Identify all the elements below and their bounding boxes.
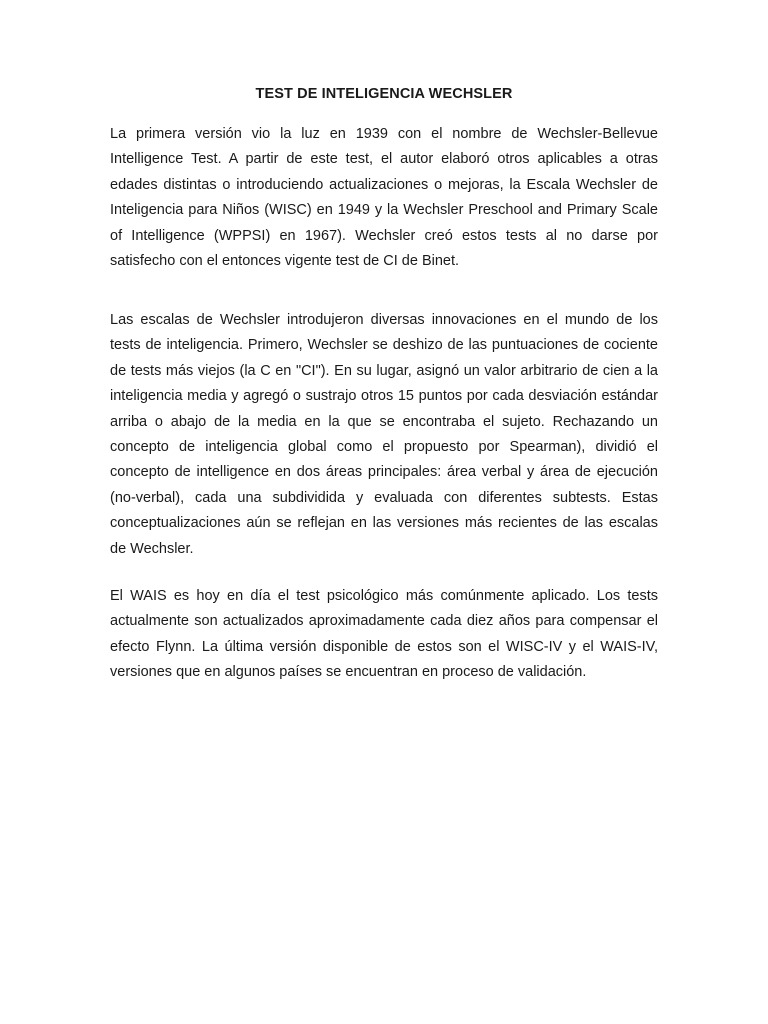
paragraph-current-use: El WAIS es hoy en día el test psicológico más comúnmente aplicado. Los tests actualmente son actualizados aproximadamente cada diez años para compensar el efecto Flynn. La última versión disponible de estos son el WISC-IV y el WAIS-IV, versiones que en algunos países se encuentran en proceso de validación. bbox=[110, 588, 658, 681]
document-title: TEST DE INTELIGENCIA WECHSLER bbox=[255, 86, 513, 102]
paragraph-history: La primera versión vio la luz en 1939 con el nombre de Wechsler-Bellevue Intelligence Test. A partir de este test, el autor elaboró otros aplicables a otras edades distintas o introduciendo actualizaciones o mejoras, la Escala Wechsler de Inteligencia para Niños (WISC) en 1949 y la Wechsler Preschool and Primary Scale of Intelligence (WPPSI) en 1967). Wechsler creó estos tests al no darse por satisfecho con el entonces vigente test de CI de Binet. bbox=[110, 126, 658, 270]
paragraph-innovations: Las escalas de Wechsler introdujeron diversas innovaciones en el mundo de los tests de inteligencia. Primero, Wechsler se deshizo de las puntuaciones de cociente de tests más viejos (la C en "CI"). En su lugar, asignó un valor arbitrario de cien a la inteligencia media y agregó o sustrajo otros 15 puntos por cada desviación estándar arriba o abajo de la media en la que se encontraba el sujeto. Rechazando un concepto de inteligencia global como el propuesto por Spearman), dividió el concepto de intelligence en dos áreas principales: área verbal y área de ejecución (no-verbal), cada una subdividida y evaluada con diferentes subtests. Estas conceptualizaciones aún se reflejan en las versiones más recientes de las escalas de Wechsler. bbox=[110, 312, 658, 557]
